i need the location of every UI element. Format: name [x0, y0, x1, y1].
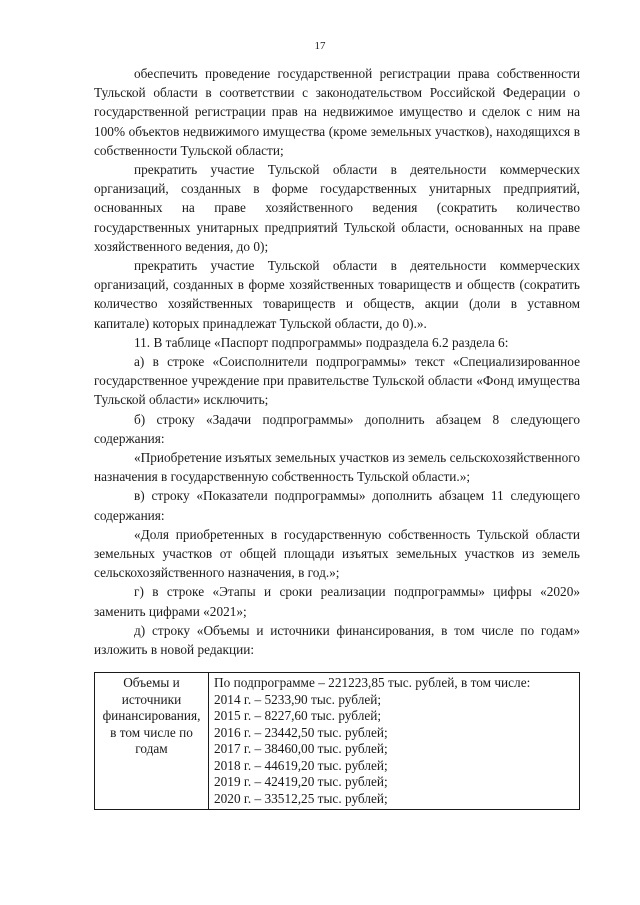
paragraph-business-partnerships: прекратить участие Тульской области в деятельности коммерческих организаций, созданных в форме хозяйственных товариществ и обществ (сократить количество хозяйственных товариществ и обществ, акции (доли в уставном капитале) которых принадлежат Тульской области, до 0).».	[94, 258, 580, 331]
paragraph-item-a: а) в строке «Соисполнители подпрограммы» текст «Специализированное государственное учреждение при правительстве Тульской области «Фонд имущества Тульской области» исключить;	[94, 354, 580, 408]
financing-year-line: 2015 г. – 8227,60 тыс. рублей;	[214, 708, 382, 724]
financing-total-line: По подпрограмме – 221223,85 тыс. рублей, в том числе:	[214, 675, 531, 691]
paragraph-item-v: в) строку «Показатели подпрограммы» дополнить абзацем 11 следующего содержания:	[94, 488, 580, 523]
financing-year-line: 2019 г. – 42419,20 тыс. рублей;	[214, 774, 388, 790]
paragraph-quote-land-acquisition: «Приобретение изъятых земельных участков из земель сельскохозяйственного назначения в государственную собственность Тульской области.»;	[94, 450, 580, 485]
document-body	[94, 64, 580, 810]
financing-year-line: 2018 г. – 44619,20 тыс. рублей;	[214, 757, 388, 773]
financing-table	[94, 672, 580, 810]
financing-year-line: 2016 г. – 23442,50 тыс. рублей;	[214, 724, 388, 740]
paragraph-state-registration: обеспечить проведение государственной регистрации права собственности Тульской области в соответствии с законодательством Российской Федерации о государственной регистрации прав на недвижимое имущество и сделок с ним на 100% объектов недвижимого имущества (кроме земельных участков), находящихся в собственности Тульской области;	[94, 66, 580, 158]
paragraph-item-11: 11. В таблице «Паспорт подпрограммы» подраздела 6.2 раздела 6:	[134, 334, 509, 350]
financing-label-cell: Объемы и источники финансирования, в том числе по годам	[95, 673, 209, 810]
paragraph-item-d: д) строку «Объемы и источники финансирования, в том числе по годам» изложить в новой редакции:	[94, 622, 580, 658]
paragraph-quote-land-share: «Доля приобретенных в государственную собственность Тульской области земельных участков от общей площади изъятых земельных участков из земель сельскохозяйственного назначения, в год.»;	[94, 526, 580, 581]
paragraph-unitary-enterprises: прекратить участие Тульской области в деятельности коммерческих организаций, созданных в форме государственных унитарных предприятий, основанных на праве хозяйственного ведения (сократить количество государственных унитарных предприятий Тульской области, основанных на праве хозяйственного ведения, до 0);	[94, 162, 580, 254]
financing-values-cell	[209, 673, 580, 810]
paragraph-item-g: г) в строке «Этапы и сроки реализации подпрограммы» цифры «2020» заменить цифрами «2021»;	[94, 584, 580, 619]
financing-year-line: 2014 г. – 5233,90 тыс. рублей;	[214, 691, 382, 707]
page-number: 17	[314, 40, 326, 52]
paragraph-item-b: б) строку «Задачи подпрограммы» дополнить абзацем 8 следующего содержания:	[94, 411, 580, 446]
table-row	[95, 673, 580, 810]
financing-year-line: 2020 г. – 33512,25 тыс. рублей;	[214, 790, 388, 806]
financing-year-line: 2017 г. – 38460,00 тыс. рублей;	[214, 741, 388, 757]
